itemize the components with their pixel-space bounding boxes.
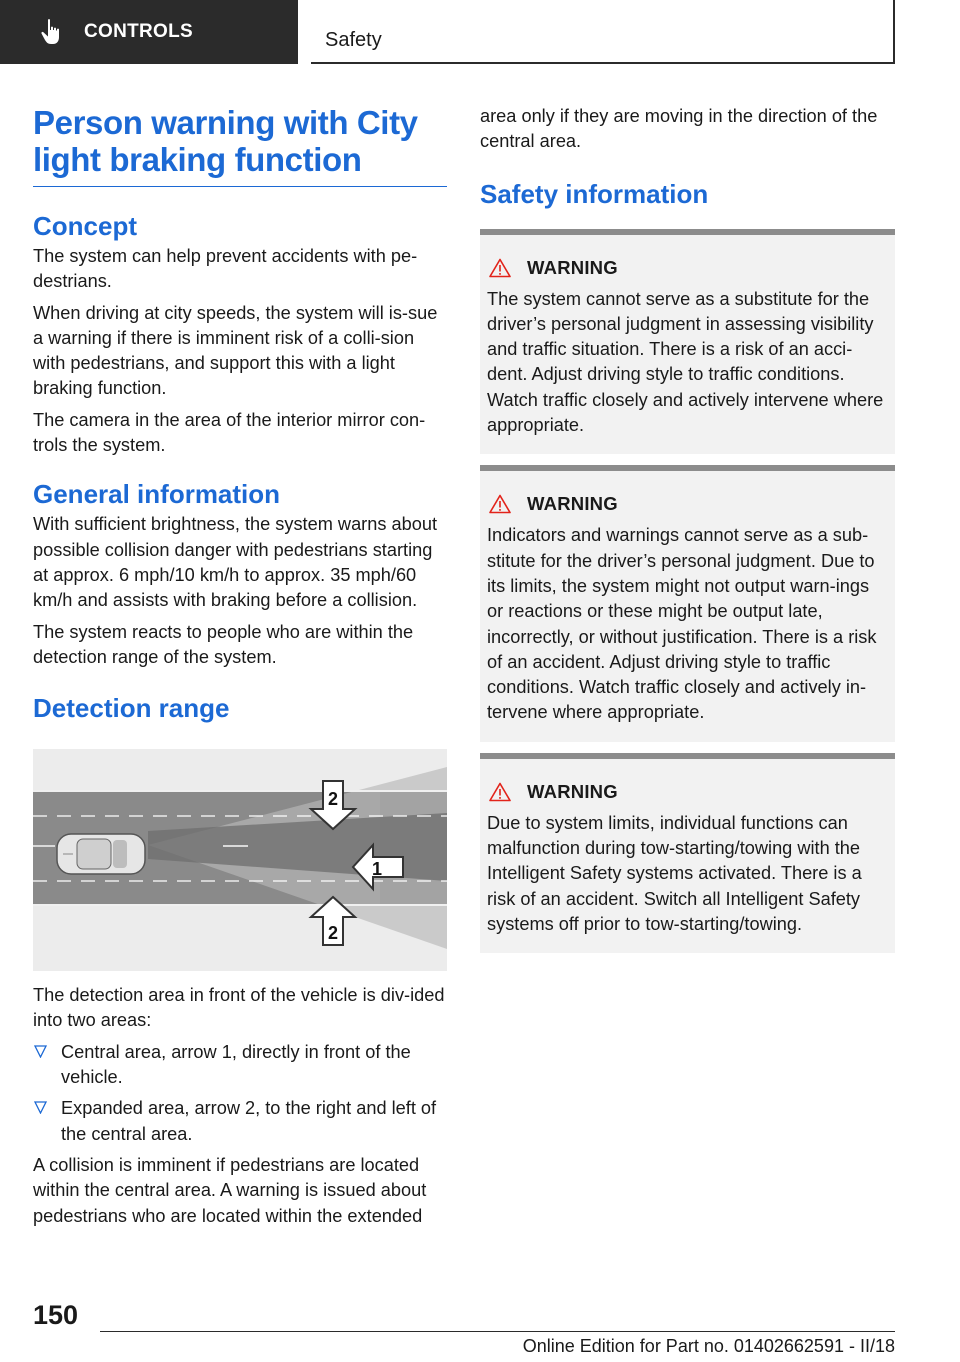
warning-box — [480, 229, 895, 455]
arrow-1-center-label: 1 — [371, 859, 383, 880]
detection-paragraph-1: The detection area in front of the vehicle is div‐ided into two areas: — [33, 985, 445, 1031]
concept-paragraph-3: The camera in the area of the interior mirror con‐trols the system. — [33, 409, 426, 456]
page-title: Person warning with City light braking function — [33, 104, 447, 187]
chapter-header — [311, 0, 895, 64]
concept-paragraph-1: The system can help prevent accidents with pe‐destrians. — [33, 246, 418, 292]
warning-text: Due to system limits, individual functions can malfunction during tow-starting/towing with the Intelligent Safety systems activated. There is a risk of an accident. Switch all Intelligent Safety systems off prior to tow-starting/towing. — [487, 812, 862, 934]
section-label: CONTROLS — [84, 21, 194, 42]
detection-range-figure — [33, 749, 447, 971]
hand-pointer-icon — [40, 18, 64, 46]
left-column — [33, 104, 447, 1235]
detection-heading: Detection range — [33, 693, 230, 724]
page-number: 150 — [33, 1300, 79, 1330]
safety-heading: Safety information — [480, 178, 709, 209]
general-paragraph-1: With sufficient brightness, the system warns about possible collision danger with pedestrians starting at approx. 6 mph/10 km/h to approx. 35 mph/60 km/h and assists with braking before a collision. — [33, 514, 438, 611]
warning-triangle-icon — [489, 258, 511, 278]
warning-title: WARNING — [527, 493, 618, 515]
concept-heading: Concept — [33, 211, 137, 241]
list-item — [33, 1040, 447, 1091]
continuation-paragraph: area only if they are moving in the direction of the central area. — [480, 106, 878, 152]
area-list — [33, 1040, 447, 1147]
bullet-triangle-icon — [34, 1101, 47, 1114]
general-heading: General information — [33, 479, 281, 510]
footer-divider — [100, 1331, 895, 1332]
warning-triangle-icon — [489, 494, 511, 514]
warning-text: Indicators and warnings cannot serve as a sub‐stitute for the driver’s personal judgment. Due to its limits, the system might not output warn‐ings or reactions or these might be output late, incorrectly, or without justification. There is a risk of an accident. Adjust driving style to traffic conditions. Watch traffic closely and actively in‐tervene where appropriate. — [487, 525, 877, 723]
vehicle — [57, 834, 145, 874]
warning-box — [480, 465, 895, 741]
concept-paragraph-2: When driving at city speeds, the system will is‐sue a warning if there is imminent risk of a colli‐sion with pedestrians, and support this with a light braking function. — [33, 302, 438, 399]
edition-text: Online Edition for Part no. 01402662591 - II/18 — [522, 1336, 895, 1356]
arrow-2-top-label: 2 — [327, 789, 339, 810]
right-column — [480, 104, 895, 953]
detection-range-diagram — [33, 749, 447, 971]
detection-paragraph-2: A collision is imminent if pedestrians are located within the central area. A warning is issued about pedestrians who are located within the extended — [33, 1154, 427, 1226]
warning-title: WARNING — [527, 256, 618, 278]
section-tab — [0, 0, 298, 64]
general-paragraph-2: The system reacts to people who are within the detection range of the system. — [33, 621, 414, 667]
warning-triangle-icon — [489, 782, 511, 802]
list-item-text: Expanded area, arrow 2, to the right and left of the central area. — [61, 1098, 437, 1144]
arrow-2-bottom-label: 2 — [327, 923, 339, 944]
bullet-triangle-icon — [34, 1045, 47, 1058]
list-item-text: Central area, arrow 1, directly in front of the vehicle. — [61, 1041, 411, 1088]
warning-title: WARNING — [527, 780, 618, 802]
warning-text: The system cannot serve as a substitute for the driver’s personal judgment in assessing visibility and traffic situation. There is a risk of an acci‐dent. Adjust driving style to traffic conditions. Watch traffic closely and actively intervene where appropriate. — [487, 288, 884, 436]
warning-box — [480, 753, 895, 953]
chapter-label: Safety — [325, 29, 382, 51]
list-item — [33, 1096, 447, 1147]
